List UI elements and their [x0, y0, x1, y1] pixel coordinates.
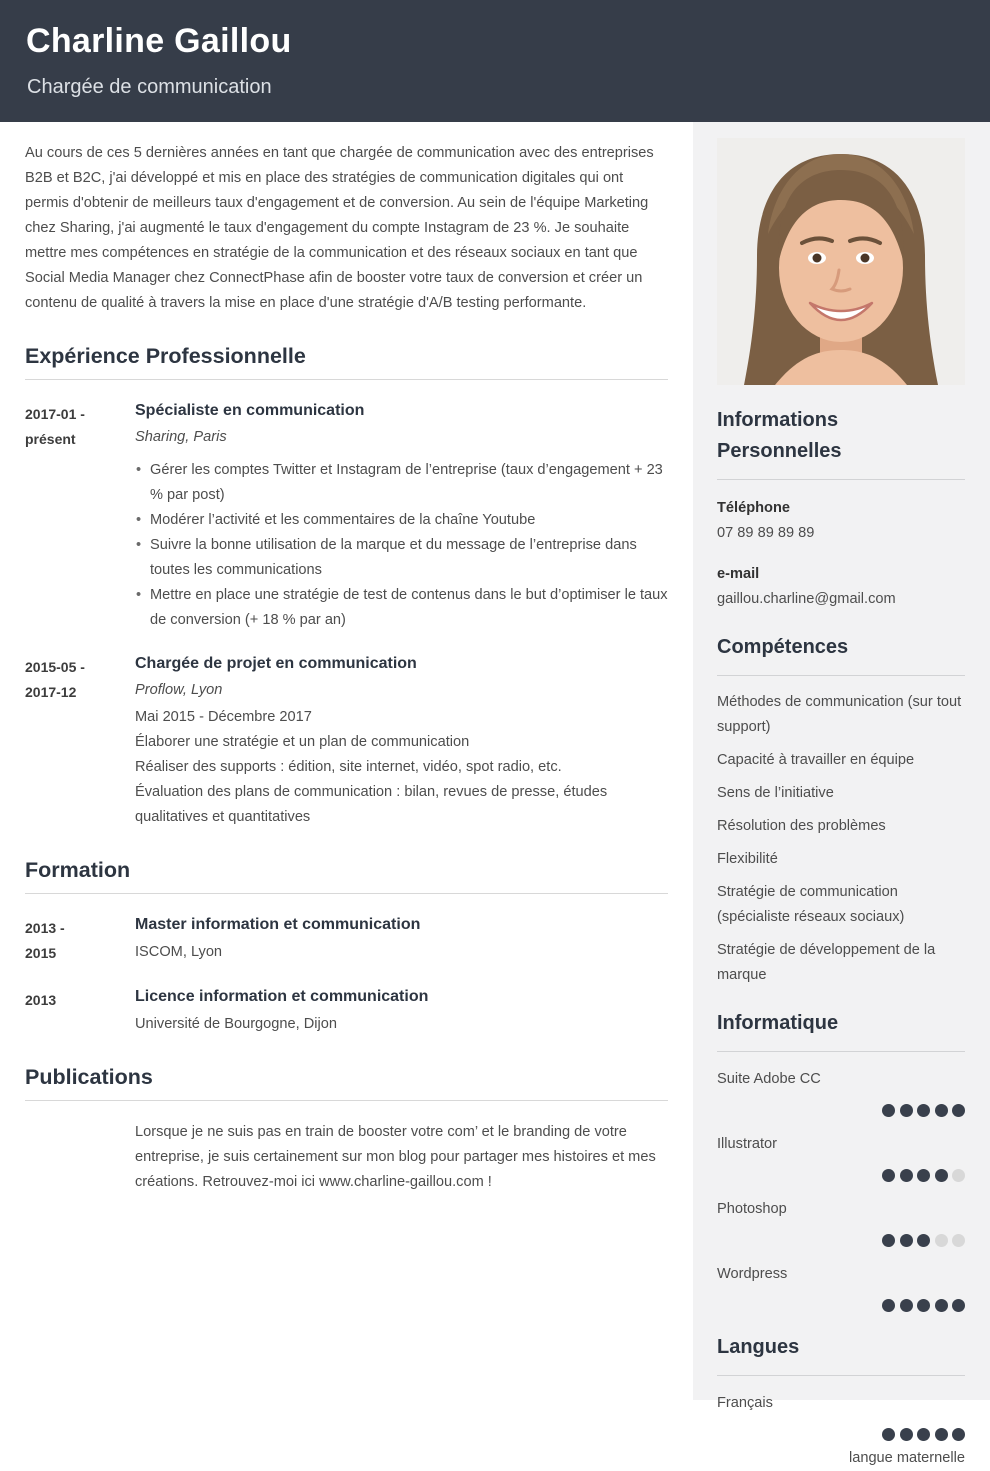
publications-entry	[25, 1120, 668, 1210]
rating-dot-filled	[900, 1428, 913, 1441]
skill-item: Résolution des problèmes	[717, 818, 886, 834]
experience-description	[135, 705, 668, 830]
language-level-note: langue maternelle	[848, 1450, 965, 1466]
rating-dot-filled	[917, 1428, 930, 1441]
skill-item: Méthodes de communication (sur tout support)	[717, 694, 962, 735]
rating-dot-filled	[952, 1299, 965, 1312]
experience-company: Proflow, Lyon	[135, 682, 223, 698]
job-title: Chargée de communication	[27, 76, 272, 98]
sidebar-heading-competences: Compétences	[717, 632, 965, 676]
rating-dot-filled	[952, 1104, 965, 1117]
bullet-item: • Gérer les comptes Twitter et Instagram de l’entreprise (taux d’engagement + 23 % par post)	[135, 458, 668, 508]
skill-rating-dots	[717, 1169, 965, 1182]
rating-dot-filled	[935, 1104, 948, 1117]
description-line: Réaliser des supports : édition, site internet, vidéo, spot radio, etc.	[135, 759, 562, 775]
computer-skill-name: Photoshop	[717, 1201, 787, 1217]
date-end: présent	[25, 431, 76, 447]
rating-dot-filled	[952, 1428, 965, 1441]
section-heading-formation: Formation	[25, 858, 668, 894]
date-start: 2013 -	[25, 920, 65, 936]
entry-dates	[25, 913, 135, 966]
bullet-item: • Mettre en place une stratégie de test de contenus dans le but d’optimiser le taux de conversion (+ 18 % par an)	[135, 583, 668, 633]
date-start: 2017-01 -	[25, 406, 85, 422]
rating-dot-filled	[900, 1299, 913, 1312]
experience-entry	[25, 652, 668, 830]
description-line: Évaluation des plans de communication : bilan, revues de presse, études qualitatives et quantitatives	[135, 784, 608, 825]
experience-job-title: Spécialiste en communication	[135, 402, 365, 419]
entry-dates-empty	[25, 1120, 135, 1210]
entry-dates	[25, 652, 135, 830]
header-band	[0, 0, 990, 122]
rating-dot-filled	[900, 1104, 913, 1117]
rating-dot-empty	[952, 1234, 965, 1247]
computer-skill-row	[717, 1197, 965, 1247]
language-rating-dots	[717, 1428, 965, 1441]
skills-list	[717, 690, 965, 988]
sidebar-heading-informatique: Informatique	[717, 1008, 965, 1052]
language-name: Français	[717, 1395, 773, 1411]
experience-entry	[25, 399, 668, 633]
skill-item: Stratégie de développement de la marque	[717, 942, 936, 983]
rating-dot-filled	[882, 1234, 895, 1247]
formation-entry	[25, 913, 668, 966]
description-line: Mai 2015 - Décembre 2017	[135, 709, 312, 725]
formation-title: Master information et communication	[135, 916, 421, 933]
rating-dot-filled	[882, 1428, 895, 1441]
bullet-item: • Suivre la bonne utilisation de la marque et du message de l’entreprise dans toutes les communications	[135, 533, 668, 583]
description-line: Élaborer une stratégie et un plan de communication	[135, 734, 470, 750]
rating-dot-filled	[935, 1428, 948, 1441]
entry-body	[135, 913, 668, 966]
rating-dot-empty	[952, 1169, 965, 1182]
computer-skill-row	[717, 1262, 965, 1312]
entry-dates	[25, 399, 135, 633]
rating-dot-filled	[900, 1234, 913, 1247]
phone-value: 07 89 89 89 89	[717, 525, 815, 541]
entry-body	[135, 399, 668, 633]
computer-skill-row	[717, 1132, 965, 1182]
rating-dot-filled	[935, 1169, 948, 1182]
formation-entry	[25, 985, 668, 1037]
computer-skills	[717, 1067, 965, 1312]
rating-dot-filled	[917, 1234, 930, 1247]
email-label: e-mail	[717, 566, 760, 582]
experience-job-title: Chargée de projet en communication	[135, 655, 417, 672]
rating-dot-filled	[882, 1299, 895, 1312]
date-start: 2013	[25, 992, 57, 1008]
computer-skill-row	[717, 1067, 965, 1117]
sidebar-heading-langues: Langues	[717, 1332, 965, 1376]
bullet-item: • Modérer l’activité et les commentaires de la chaîne Youtube	[135, 508, 668, 533]
section-heading-publications: Publications	[25, 1065, 668, 1101]
rating-dot-filled	[917, 1169, 930, 1182]
formation-school: Université de Bourgogne, Dijon	[135, 1016, 337, 1032]
skill-rating-dots	[717, 1299, 965, 1312]
computer-skill-name: Wordpress	[717, 1266, 788, 1282]
rating-dot-filled	[882, 1104, 895, 1117]
date-end: 2017-12	[25, 684, 77, 700]
email-value: gaillou.charline@gmail.com	[717, 591, 896, 607]
rating-dot-empty	[935, 1234, 948, 1247]
language-row	[717, 1391, 965, 1471]
portrait-photo	[717, 138, 965, 385]
sidebar-heading-informations: Informations Personnelles	[717, 405, 965, 480]
entry-body	[135, 652, 668, 830]
rating-dot-filled	[935, 1299, 948, 1312]
section-heading-experience: Expérience Professionnelle	[25, 344, 668, 380]
experience-company: Sharing, Paris	[135, 429, 227, 445]
formation-school: ISCOM, Lyon	[135, 944, 223, 960]
date-start: 2015-05 -	[25, 659, 85, 675]
skill-item: Stratégie de communication (spécialiste réseaux sociaux)	[717, 884, 905, 925]
skill-item: Capacité à travailler en équipe	[717, 752, 915, 768]
computer-skill-name: Illustrator	[717, 1136, 778, 1152]
entry-dates	[25, 985, 135, 1037]
entry-body	[135, 985, 668, 1037]
skill-item: Sens de l’initiative	[717, 785, 834, 801]
date-end: 2015	[25, 945, 57, 961]
person-name: Charline Gaillou	[26, 22, 292, 60]
sidebar	[693, 122, 990, 1466]
computer-skill-name: Suite Adobe CC	[717, 1071, 821, 1087]
phone-label: Téléphone	[717, 500, 790, 516]
skill-item: Flexibilité	[717, 851, 778, 867]
experience-bullet-list	[135, 458, 668, 633]
rating-dot-filled	[917, 1104, 930, 1117]
skill-rating-dots	[717, 1234, 965, 1247]
rating-dot-filled	[900, 1169, 913, 1182]
main-column	[25, 122, 668, 1210]
formation-title: Licence information et communication	[135, 988, 429, 1005]
profile-summary: Au cours de ces 5 dernières années en tant que chargée de communication avec des entreprises B2B et B2C, j'ai développé et mis en place des stratégies de communication digitales qui ont permis d'obtenir de meilleurs taux d'engagement et de conversion. Au sein de l'équipe Marketing chez Sharing, j'ai augmenté le taux d'engagement du compte Instagram de 23 %. Je souhaite mettre mes compétences en stratégie de la communication et des réseaux sociaux en tant que Social Media Manager chez ConnectPhase afin de booster votre taux de conversion et créer un contenu de qualité à travers la mise en place d'une stratégie d'A/B testing performante.	[25, 145, 654, 311]
publications-text: Lorsque je ne suis pas en train de booster votre com’ et le branding de votre entreprise, je suis certainement sur mon blog pour partager mes histoires et mes créations. Retrouvez-moi ici www.charline-gaillou.com !	[135, 1124, 656, 1190]
rating-dot-filled	[917, 1299, 930, 1312]
rating-dot-filled	[882, 1169, 895, 1182]
skill-rating-dots	[717, 1104, 965, 1117]
